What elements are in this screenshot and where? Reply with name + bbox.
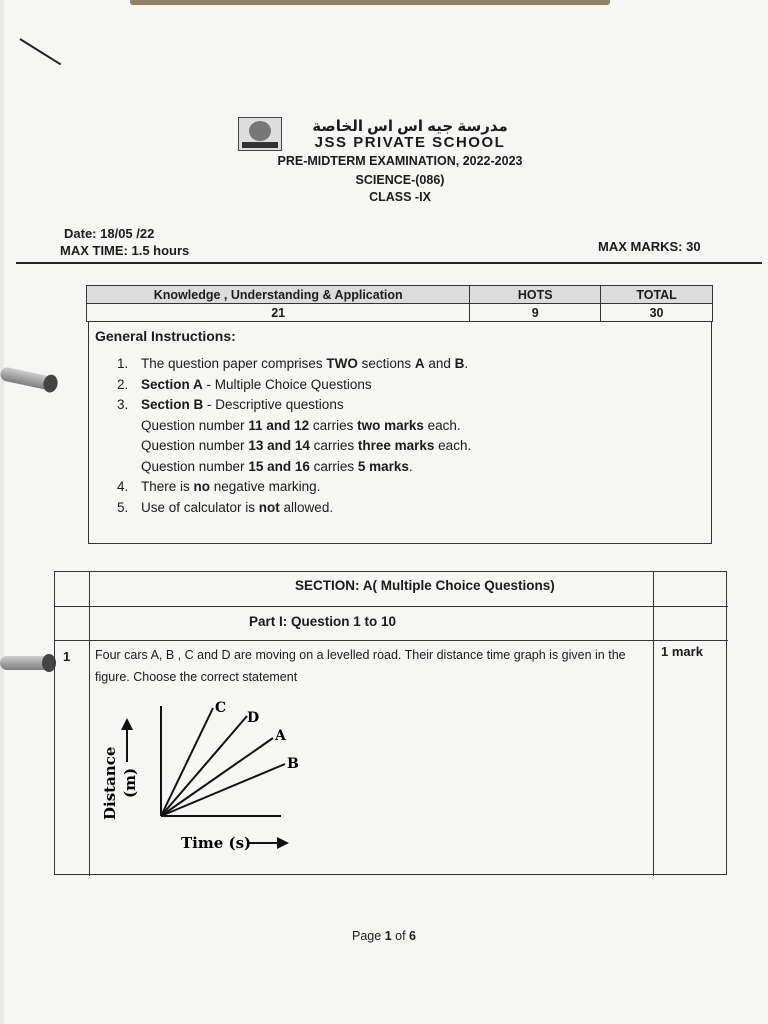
instruction-text: carries bbox=[309, 438, 358, 453]
top-edge-strip bbox=[130, 0, 610, 5]
exam-title: PRE-MIDTERM EXAMINATION, 2022-2023 bbox=[277, 154, 523, 168]
instruction-item bbox=[117, 375, 471, 396]
instructions-box bbox=[88, 322, 712, 544]
instruction-text: not bbox=[258, 499, 280, 515]
x-axis-arrow bbox=[249, 837, 289, 849]
instruction-text: sections bbox=[357, 356, 415, 371]
page-of: of bbox=[391, 929, 410, 943]
header-hots: HOTS bbox=[470, 286, 601, 304]
instruction-text: 15 and 16 bbox=[248, 458, 310, 474]
instruction-number: 4. bbox=[117, 479, 129, 494]
max-marks: MAX MARKS: 30 bbox=[598, 239, 701, 254]
instruction-text: Question number bbox=[141, 458, 249, 474]
instruction-text: There is bbox=[141, 479, 194, 494]
subject-code: SCIENCE-(086) bbox=[355, 173, 445, 187]
instructions-title: General Instructions: bbox=[95, 328, 236, 344]
instruction-text: Section A bbox=[141, 376, 203, 392]
school-name: JSS PRIVATE SCHOOL bbox=[314, 134, 506, 151]
instruction-text: Section B bbox=[141, 397, 204, 412]
instruction-text: 13 and 14 bbox=[248, 438, 310, 453]
school-logo bbox=[238, 117, 282, 151]
value-hots: 9 bbox=[470, 304, 601, 322]
section-a-table bbox=[54, 571, 727, 875]
instruction-item bbox=[117, 416, 471, 437]
page-number: 1 bbox=[384, 929, 392, 943]
instructions-list bbox=[117, 354, 471, 518]
logo-emblem-icon bbox=[249, 121, 271, 141]
instruction-number: 3. bbox=[117, 397, 129, 412]
question-marks: 1 mark bbox=[661, 644, 703, 659]
instruction-text: 5 marks bbox=[357, 458, 409, 474]
instruction-text: - Descriptive questions bbox=[203, 397, 344, 412]
part-title: Part I: Question 1 to 10 bbox=[249, 614, 397, 629]
instruction-item bbox=[117, 498, 471, 519]
section-title: SECTION: A( Multiple Choice Questions) bbox=[295, 578, 555, 593]
instruction-text: no bbox=[193, 479, 211, 494]
instruction-text: Use of calculator is bbox=[141, 499, 259, 515]
instruction-text: two marks bbox=[357, 417, 424, 433]
instruction-text: each. bbox=[434, 438, 472, 453]
instruction-number: 5. bbox=[117, 499, 129, 515]
page-footer bbox=[0, 929, 768, 943]
instruction-text: carries bbox=[309, 417, 358, 433]
instruction-text: carries bbox=[309, 458, 358, 474]
instruction-text: B bbox=[454, 356, 465, 371]
instruction-item bbox=[117, 457, 471, 478]
label-line-b: B bbox=[287, 756, 299, 772]
instruction-text: TWO bbox=[326, 356, 358, 371]
instruction-text: - Multiple Choice Questions bbox=[202, 376, 372, 392]
distance-time-graph bbox=[95, 698, 345, 856]
y-axis-label-distance: Distance bbox=[101, 746, 119, 820]
label-line-d: D bbox=[247, 710, 260, 726]
line-c bbox=[161, 708, 213, 816]
header-total: TOTAL bbox=[601, 286, 713, 304]
instruction-item bbox=[117, 436, 471, 457]
exam-date: Date: 18/05 /22 bbox=[64, 226, 155, 241]
instruction-number: 1. bbox=[117, 356, 129, 371]
instruction-text: The question paper comprises bbox=[141, 356, 327, 371]
label-line-c: C bbox=[215, 700, 227, 716]
header-rule bbox=[16, 262, 762, 264]
max-time: MAX TIME: 1.5 hours bbox=[60, 243, 190, 258]
logo-band bbox=[242, 142, 278, 148]
instruction-item bbox=[117, 477, 471, 498]
question-number: 1 bbox=[63, 649, 71, 664]
y-axis-label-unit: (m) bbox=[121, 767, 139, 798]
instruction-text: negative marking. bbox=[210, 479, 321, 494]
value-knowledge: 21 bbox=[87, 304, 470, 322]
school-arabic-name: مدرسة جيه اس اس الخاصة bbox=[312, 118, 508, 135]
instruction-text: A bbox=[414, 356, 425, 371]
instruction-text: Question number bbox=[141, 438, 249, 453]
label-line-a: A bbox=[275, 728, 286, 744]
class-label: CLASS -IX bbox=[369, 190, 431, 204]
binder-ring-bottom bbox=[0, 656, 56, 670]
instruction-number: 2. bbox=[117, 376, 129, 392]
page-prefix: Page bbox=[352, 929, 385, 943]
instruction-text: Question number bbox=[141, 417, 249, 433]
marks-distribution-table bbox=[86, 285, 713, 322]
instruction-item bbox=[117, 354, 471, 375]
y-axis-arrow bbox=[121, 718, 133, 762]
instruction-text: allowed. bbox=[279, 499, 334, 515]
header-knowledge: Knowledge , Understanding & Application bbox=[87, 286, 470, 304]
instruction-text: 11 and 12 bbox=[248, 417, 310, 433]
instruction-text: each. bbox=[423, 417, 461, 433]
instruction-text: . bbox=[408, 458, 413, 474]
instruction-item bbox=[117, 395, 471, 416]
instruction-text: . bbox=[464, 356, 469, 371]
value-total: 30 bbox=[601, 304, 713, 322]
instruction-text: and bbox=[424, 356, 455, 371]
x-axis-label: Time (s) bbox=[181, 834, 252, 852]
instruction-text: three marks bbox=[357, 438, 435, 453]
question-text: Four cars A, B , C and D are moving on a levelled road. Their distance time graph is given in the figure. Choose the correct statement bbox=[95, 648, 626, 684]
page-total: 6 bbox=[409, 929, 416, 943]
